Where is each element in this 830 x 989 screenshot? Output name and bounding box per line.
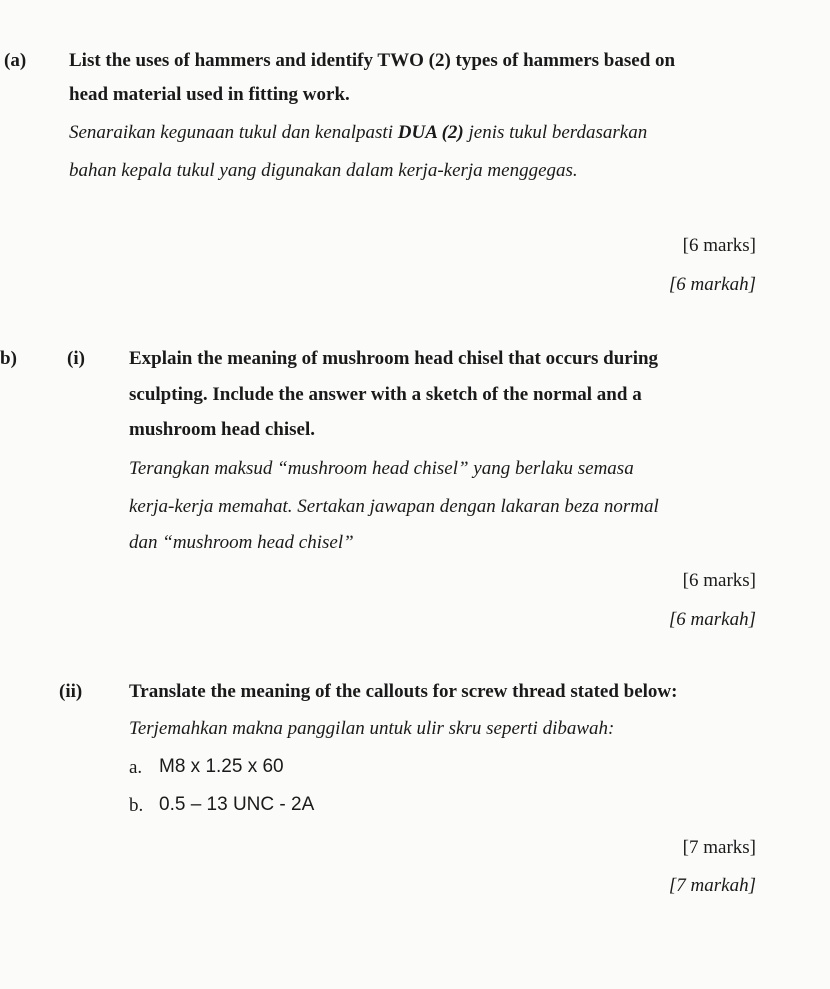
question-text: types of hammers based on (450, 50, 676, 71)
part-i-marks-ms: [6 markah] (668, 609, 756, 630)
part-i-question-ms-line2: kerja-kerja memahat. Sertakan jawapan dengan lakaran beza normal (129, 496, 659, 517)
section-b-label: b) (0, 348, 17, 369)
part-i-marks-en: [6 marks] (682, 570, 756, 591)
part-i-question-ms-line1: Terangkan maksud “mushroom head chisel” yang berlaku semasa (129, 458, 634, 479)
part-i-question-ms-line3: dan “mushroom head chisel” (129, 532, 354, 553)
part-i-question-en-line2: sculpting. Include the answer with a sketch of the normal and a (129, 384, 642, 405)
question-text: List the uses of hammers and identify (69, 50, 378, 71)
section-a-label: (a) (4, 50, 27, 71)
part-ii-question-en: Translate the meaning of the callouts for screw thread stated below: (129, 681, 678, 702)
part-ii-question-ms: Terjemahkan makna panggilan untuk ulir skru seperti dibawah: (129, 718, 615, 739)
section-a-question-en-line2: head material used in fitting work. (69, 84, 350, 105)
section-a-question-ms-line2: bahan kepala tukul yang digunakan dalam kerja-kerja menggegas. (69, 160, 578, 181)
part-ii-label: (ii) (59, 681, 83, 702)
question-text: Senaraikan kegunaan tukul dan kenalpasti (69, 122, 398, 143)
part-i-question-en-line1: Explain the meaning of mushroom head chisel that occurs during (129, 348, 659, 369)
callout-b-text: 0.5 – 13 UNC - 2A (159, 794, 315, 815)
callout-b-label: b. (129, 795, 144, 816)
emphasis-text: DUA (2) (397, 122, 464, 143)
part-i-label: (i) (67, 348, 85, 369)
emphasis-text: TWO (2) (377, 50, 451, 71)
part-ii-marks-ms: [7 markah] (668, 875, 756, 896)
part-ii-marks-en: [7 marks] (682, 837, 756, 858)
question-text: jenis tukul berdasarkan (463, 122, 648, 143)
section-a-marks-en: [6 marks] (682, 235, 756, 256)
part-i-question-en-line3: mushroom head chisel. (129, 419, 315, 440)
callout-a-text: M8 x 1.25 x 60 (159, 756, 284, 777)
section-a-question-en-line1 (69, 51, 675, 70)
section-a-marks-ms: [6 markah] (668, 274, 756, 295)
section-a-question-ms-line1 (69, 123, 647, 142)
callout-a-label: a. (129, 757, 143, 778)
